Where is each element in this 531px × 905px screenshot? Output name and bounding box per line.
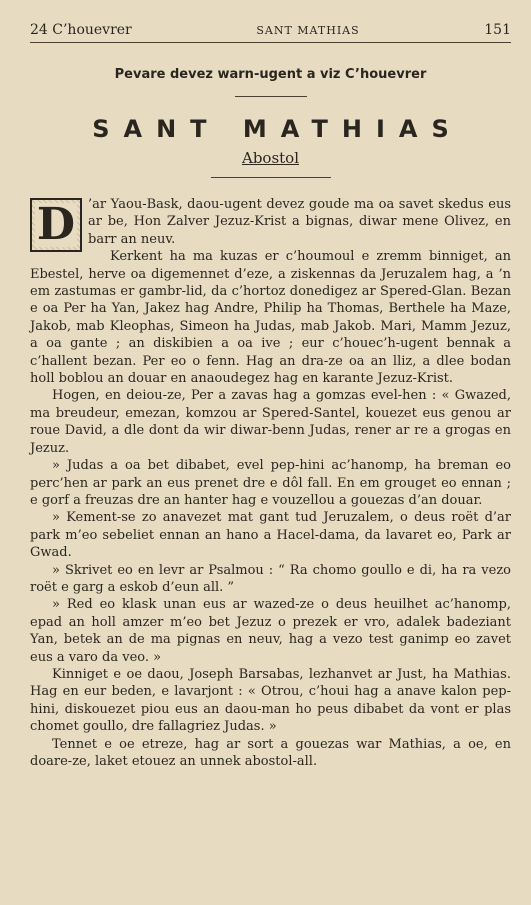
- divider: [235, 96, 307, 97]
- running-header: [30, 22, 511, 43]
- header-title: SANT MATHIAS: [256, 24, 360, 37]
- paragraph: Kinniget e oe daou, Joseph Barsabas, lezhanvet ar Just, ha Mathias. Hag en eur beden, e lavarjont : « Otrou, c’houi hag a anave kalon pep-hini, diskouezet piou eus an daou-man ho peus dibabet da vont er plas chomet goullo, dre fallagriez Judas. »: [30, 666, 511, 735]
- paragraph: » Skrivet eo en levr ar Psalmou : “ Ra chomo goullo e di, ha ra vezo roët e garg a eskob d’eun all. ”: [30, 562, 511, 595]
- paragraph: ’ar Yaou-Bask, daou-ugent devez goude ma oa savet skedus eus ar be, Hon Zalver Jezuz-Krist a bignas, diwar mene Olivez, en barr an neuv.: [88, 197, 511, 247]
- divider: [211, 177, 331, 178]
- chapter-subtitle: Abostol: [241, 149, 300, 167]
- paragraph: » Red eo klask unan eus ar wazed-ze o deus heuilhet ac’hanomp, epad an holl amzer m’eo bet Jezuz o prezek er vro, adalek badeziant Yan, betek an de ma pignas en neuv, hag a vezo test ganimp eo zavet eus a varo da veo. »: [30, 597, 511, 665]
- feast-notice: Pevare devez warn-ugent a viz C’houevrer: [114, 67, 427, 82]
- paragraph: Tennet e oe etreze, hag ar sort a gouezas war Mathias, a oe, en doare-ze, laket etouez an unnek abostol-all.: [30, 736, 511, 769]
- header-date: 24 C’houevrer: [30, 22, 132, 38]
- paragraph: » Judas a oa bet dibabet, evel pep-hini ac’hanomp, ha breman eo perc’hen ar park an eus prenet dre e dôl fall. En em grouget eo ennan ; e gorf a freuzas dre an hanter hag e vouzellou a gouezas d’an douar.: [30, 458, 511, 508]
- paragraph: » Kement-se zo anavezet mat gant tud Jeruzalem, o deus roët d’ar park m’eo sebeliet ennan an hano a Hacel-dama, da lavaret eo, Park ar Gwad.: [30, 510, 511, 561]
- page-number: 151: [484, 22, 511, 38]
- drop-cap: D: [30, 198, 82, 252]
- chapter-title: SANT MATHIAS: [92, 115, 463, 143]
- body-text: [30, 196, 511, 770]
- paragraph: Hogen, en deiou-ze, Per a zavas hag a gomzas evel-hen : « Gwazed, ma breudeur, emezan, komzou ar Spered-Santel, kouezet eus genou ar roue David, a dle dont da wir diwar-benn Judas, rener ar re a grogas en Jezuz.: [30, 388, 511, 456]
- paragraph: Kerkent ha ma kuzas er c’houmoul e zremm binniget, an Ebestel, herve oa digemennet d’eze, a ziskennas da Jeruzalem hag, a ’n em zastumas er gambr-lid, da c’hortoz donedigez ar Spered-Glan. Bezan e oa Per ha Yan, Jakez hag Andre, Philip ha Thomas, Berthele ha Maze, Jakob, mab Kleophas, Simeon ha Judas, mab Jakob. Mari, Mamm Jezuz, a oa gante ; an diskibien a oa ive ; eur c’houec’h-ugent bennak a c’hallent bezan. Per eo o fenn. Hag an dra-ze oa an lliz, a dlee bodan holl boblou an douar en anaoudegez hag en karante Jezuz-Krist.: [30, 249, 511, 387]
